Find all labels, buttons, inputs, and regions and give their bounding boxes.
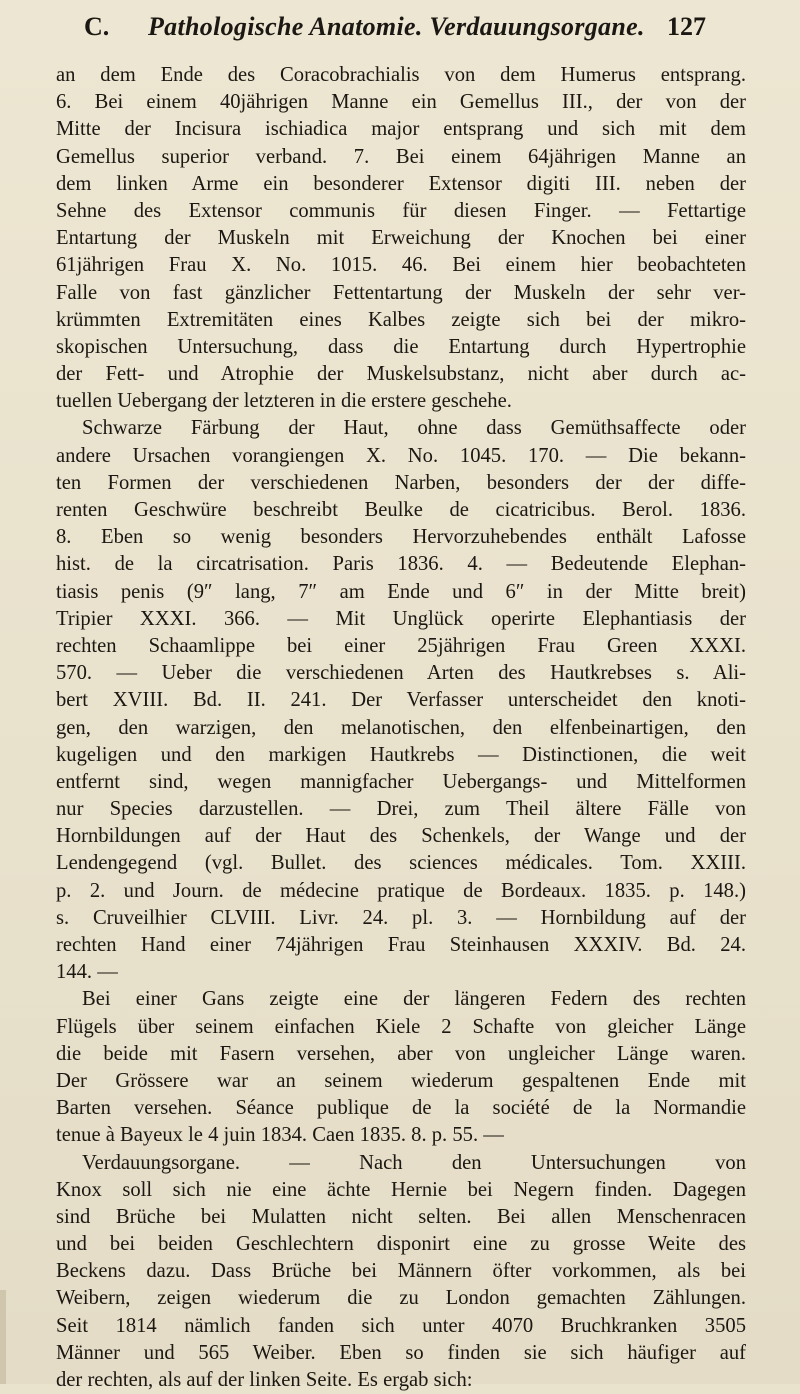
text-line: tenue à Bayeux le 4 juin 1834. Caen 1835. 8. p. 55. — (56, 1124, 504, 1147)
text-line: ten Formen der verschiedenen Narben, besonders der der diffe- (56, 471, 746, 494)
text-line: Mitte der Incisura ischiadica major entsprang und sich mit dem (56, 118, 746, 141)
text-line: entfernt sind, wegen mannigfacher Uebergangs- und Mittelformen (56, 770, 746, 793)
section-letter: C. (84, 12, 110, 41)
text-line: kugeligen und den markigen Hautkrebs — Distinctionen, die weit (56, 743, 746, 766)
text-line: Schwarze Färbung der Haut, ohne dass Gemüthsaffecte oder (82, 417, 746, 440)
text-line: Barten versehen. Séance publique de la société de la Normandie (56, 1097, 746, 1120)
text-line: Flügels über seinem einfachen Kiele 2 Schafte von gleicher Länge (56, 1015, 746, 1038)
text-line: bert XVIII. Bd. II. 241. Der Verfasser unterscheidet den knoti- (56, 689, 746, 712)
text-line: an dem Ende des Coracobrachialis von dem Humerus entsprang. (56, 64, 746, 86)
text-line: Verdauungsorgane. — Nach den Untersuchungen von (82, 1151, 746, 1174)
running-title: Pathologische Anatomie. Verdauungsorgane. (148, 12, 645, 41)
text-line: die beide mit Fasern versehen, aber von ungleicher Länge waren. (56, 1042, 746, 1065)
text-line: Bei einer Gans zeigte eine der längeren Federn des rechten (82, 988, 746, 1011)
text-line: Entartung der Muskeln mit Erweichung der Knochen bei einer (56, 227, 746, 250)
text-line: rechten Hand einer 74jährigen Frau Steinhausen XXXIV. Bd. 24. (56, 934, 746, 956)
text-line: 61jährigen Frau X. No. 1015. 46. Bei einem hier beobachteten (56, 254, 746, 277)
text-line: hist. de la circatrisation. Paris 1836. 4. — Bedeutende Elephan- (56, 553, 746, 576)
text-line: 6. Bei einem 40jährigen Manne ein Gemellus III., der von der (56, 91, 746, 114)
text-line: 570. — Ueber die verschiedenen Arten des Hautkrebses s. Ali- (56, 662, 746, 685)
body-text (56, 62, 746, 1394)
text-line: nur Species darzustellen. — Drei, zum Theil ältere Fälle von (56, 798, 746, 821)
text-line: dem linken Arme ein besonderer Extensor digiti III. neben der (56, 172, 746, 195)
text-line: gen, den warzigen, den melanotischen, den elfenbeinartigen, den (56, 716, 746, 739)
text-line: andere Ursachen vorangiengen X. No. 1045. 170. — Die bekann- (56, 444, 746, 467)
text-line: skopischen Untersuchung, dass die Entartung durch Hypertrophie (56, 335, 746, 358)
running-header (84, 6, 706, 52)
text-line: Der Grössere war an seinem wiederum gespaltenen Ende mit (56, 1069, 746, 1092)
text-line: 144. — (56, 961, 118, 984)
text-line: tuellen Uebergang der letzteren in die erstere geschehe. (56, 390, 512, 413)
text-line: s. Cruveilhier CLVIII. Livr. 24. pl. 3. — Hornbildung auf der (56, 906, 746, 929)
text-line: Falle von fast gänzlicher Fettentartung der Muskeln der sehr ver- (56, 281, 746, 304)
text-line: sind Brüche bei Mulatten nicht selten. Bei allen Menschenracen (56, 1205, 746, 1228)
text-line: Seit 1814 nämlich fanden sich unter 4070 Bruchkranken 3505 (56, 1314, 746, 1337)
text-line: und bei beiden Geschlechtern disponirt eine zu grosse Weite des (56, 1233, 746, 1256)
text-line: der Fett- und Atrophie der Muskelsubstanz, nicht aber durch ac- (56, 363, 746, 386)
text-line: rechten Schaamlippe bei einer 25jährigen Frau Green XXXI. (56, 634, 746, 657)
text-line: Weibern, zeigen wiederum die zu London gemachten Zählungen. (56, 1287, 746, 1310)
page-number: 127 (667, 12, 706, 41)
text-line: Gemellus superior verband. 7. Bei einem 64jährigen Manne an (56, 145, 746, 168)
text-line: Lendengegend (vgl. Bullet. des sciences médicales. Tom. XXIII. (56, 852, 746, 875)
text-line: Tripier XXXI. 366. — Mit Unglück operirte Elephantiasis der (56, 607, 746, 630)
text-line: p. 2. und Journ. de médecine pratique de Bordeaux. 1835. p. 148.) (56, 879, 746, 902)
text-line: krümmten Extremitäten eines Kalbes zeigte sich bei der mikro- (56, 308, 746, 331)
text-line: renten Geschwüre beschreibt Beulke de cicatricibus. Berol. 1836. (56, 499, 746, 521)
text-line: 8. Eben so wenig besonders Hervorzuhebendes enthält Lafosse (56, 526, 746, 549)
page-edge-shadow (0, 1290, 6, 1384)
text-line: Knox soll sich nie eine ächte Hernie bei Negern finden. Dagegen (56, 1178, 746, 1201)
text-line: tiasis penis (9″ lang, 7″ am Ende und 6″ in der Mitte breit) (56, 580, 746, 603)
text-line: Hornbildungen auf der Haut des Schenkels, der Wange und der (56, 825, 746, 848)
text-line: der rechten, als auf der linken Seite. Es ergab sich: (56, 1369, 473, 1391)
text-line: Sehne des Extensor communis für diesen Finger. — Fettartige (56, 199, 746, 222)
text-line: Männer und 565 Weiber. Eben so finden sie sich häufiger auf (56, 1341, 746, 1364)
text-line: Beckens dazu. Dass Brüche bei Männern öfter vorkommen, als bei (56, 1260, 746, 1283)
